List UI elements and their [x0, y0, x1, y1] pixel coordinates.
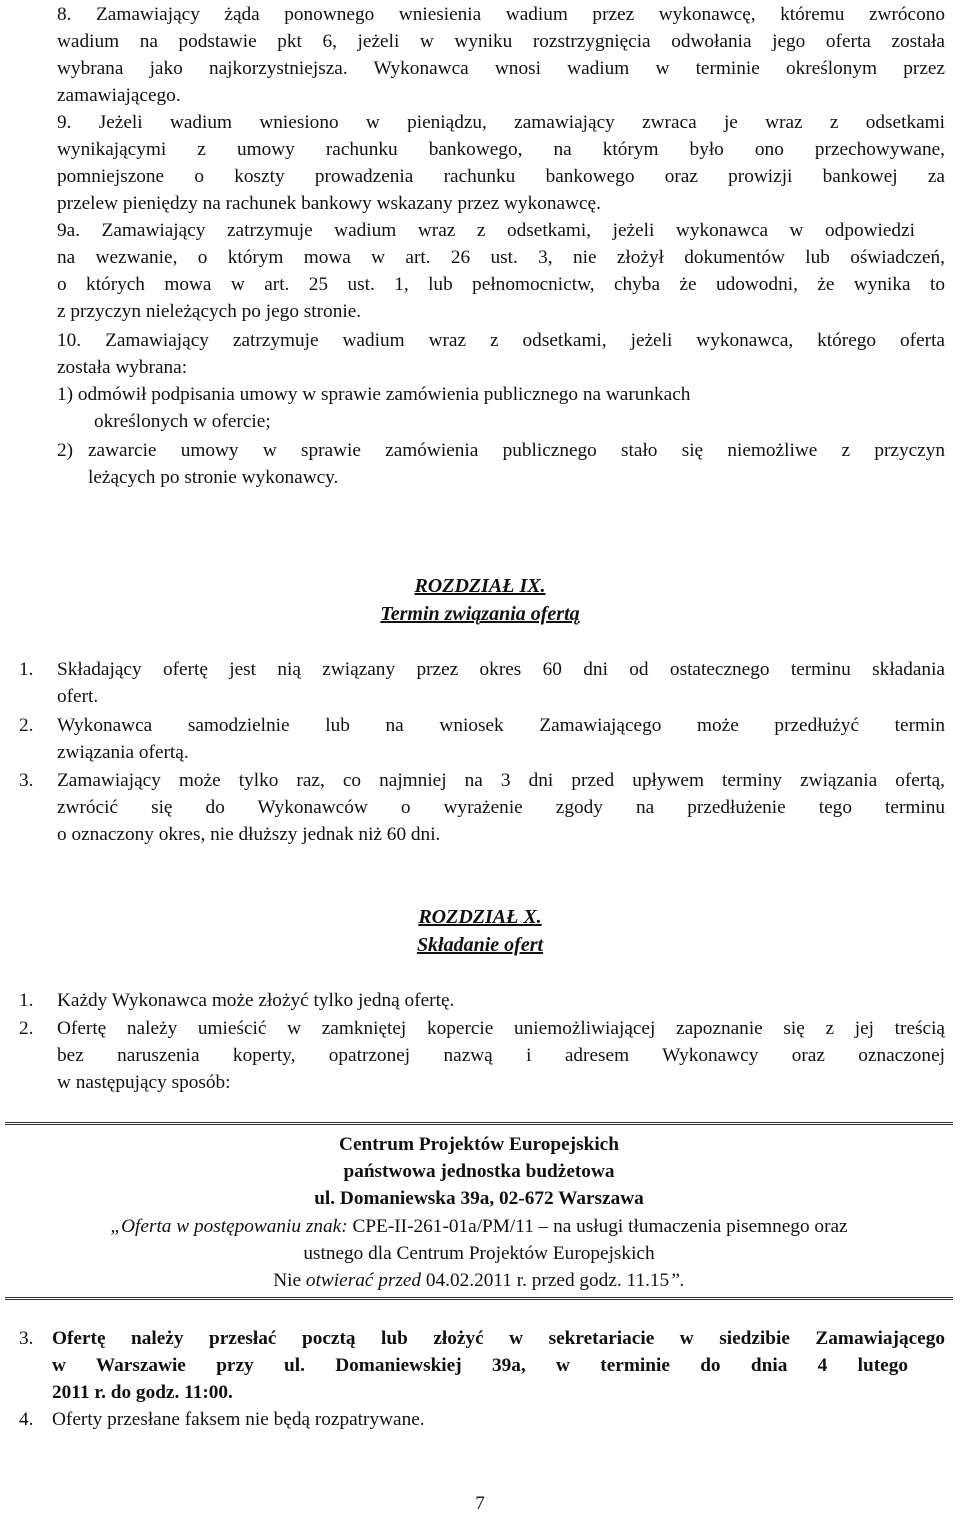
text-line: wybrana jako najkorzystniejsza. Wykonawca wnosi wadium w terminie określonym przez	[57, 58, 945, 79]
text-line: wynikającymi z umowy rachunku bankowego, na którym było ono przechowywane,	[57, 139, 945, 160]
open-prefix: Nie	[273, 1270, 306, 1291]
envelope-label-box	[5, 1122, 953, 1300]
envelope-reference-cont: ustnego dla Centrum Projektów Europejskich	[303, 1243, 655, 1264]
open-italic: otwierać przed	[305, 1270, 422, 1291]
list-item: Ofertę należy umieścić w zamkniętej kopercie uniemożliwiającej zapoznanie się z jej treścią	[57, 1018, 945, 1039]
envelope-name: Centrum Projektów Europejskich	[339, 1134, 619, 1155]
envelope-address: ul. Domaniewska 39a, 02-672 Warszawa	[314, 1188, 644, 1209]
text-line: o których mowa w art. 25 ust. 1, lub pełnomocnictw, chyba że udowodni, że wynika to	[57, 274, 945, 295]
text-line: 2011 r. do godz. 11:00.	[52, 1382, 233, 1403]
text-line: zamawiającego.	[57, 85, 181, 106]
open-close: ”.	[669, 1270, 685, 1291]
list-item: Każdy Wykonawca może złożyć tylko jedną ofertę.	[57, 990, 455, 1011]
text-line: 10. Zamawiający zatrzymuje wadium wraz z odsetkami, jeżeli wykonawca, którego oferta	[57, 330, 945, 351]
list-item: Oferty przesłane faksem nie będą rozpatrywane.	[52, 1409, 425, 1430]
reference-code: CPE-II-261-01a/PM/11 – na usługi tłumaczenia pisemnego oraz	[347, 1216, 848, 1237]
text-line: leżących po stronie wykonawcy.	[88, 467, 339, 488]
list-item-1: 1) odmówił podpisania umowy w sprawie zamówienia publicznego na warunkach	[57, 384, 691, 405]
text-line: z przyczyn nieleżących po jego stronie.	[57, 301, 362, 322]
list-number: 2)	[57, 440, 74, 461]
list-item-2: zawarcie umowy w sprawie zamówienia publicznego stało się niemożliwe z przyczyn	[88, 440, 945, 461]
list-number: 3.	[19, 770, 34, 791]
envelope-reference	[5, 1213, 953, 1240]
text-line: na wezwanie, o którym mowa w art. 26 ust. 3, nie złożył dokumentów lub oświadczeń,	[57, 247, 945, 268]
list-number: 2.	[19, 715, 34, 736]
list-item: Ofertę należy przesłać pocztą lub złożyć w sekretariacie w siedzibie Zamawiającego	[52, 1328, 945, 1349]
text-line: o oznaczony okres, nie dłuższy jednak niż 60 dni.	[57, 824, 441, 845]
text-line: ofert.	[57, 686, 99, 707]
text-line: 9a. Zamawiający zatrzymuje wadium wraz z odsetkami, jeżeli wykonawca w odpowiedzi	[57, 220, 915, 241]
chapter-subtitle: Składanie ofert	[416, 934, 544, 956]
chapter-title: ROZDZIAŁ IX.	[414, 575, 546, 597]
list-number: 1.	[19, 659, 34, 680]
page-number: 7	[475, 1493, 485, 1514]
text-line: pomniejszone o koszty prowadzenia rachunku bankowego oraz prowizji bankowej za	[57, 166, 945, 187]
list-item: Zamawiający może tylko raz, co najmniej na 3 dni przed upływem terminy związania ofertą,	[57, 770, 945, 791]
list-number: 3.	[19, 1328, 34, 1349]
open-date: 04.02.2011 r. przed godz. 11.15	[421, 1270, 670, 1291]
text-line: w Warszawie przy ul. Domaniewskiej 39a, w terminie do dnia 4 lutego	[52, 1355, 908, 1376]
text-line: 9. Jeżeli wadium wniesiono w pieniądzu, zamawiający zwraca je wraz z odsetkami	[57, 112, 945, 133]
list-number: 4.	[19, 1409, 34, 1430]
text-line: określonych w ofercie;	[94, 411, 271, 432]
chapter-subtitle: Termin związania ofertą	[380, 603, 580, 625]
text-line: 8. Zamawiający żąda ponownego wniesienia wadium przez wykonawcę, któremu zwrócono	[57, 4, 945, 25]
list-item: Składający ofertę jest nią związany przez okres 60 dni od ostatecznego terminu składania	[57, 659, 945, 680]
list-number: 1.	[19, 990, 34, 1011]
envelope-open-notice	[5, 1267, 953, 1294]
text-line: związania ofertą.	[57, 742, 189, 763]
text-line: przelew pieniędzy na rachunek bankowy wskazany przez wykonawcę.	[57, 193, 601, 214]
text-line: wadium na podstawie pkt 6, jeżeli w wyniku rozstrzygnięcia odwołania jego oferta została	[57, 31, 945, 52]
text-line: bez naruszenia koperty, opatrzonej nazwą i adresem Wykonawcy oraz oznaczonej	[57, 1045, 945, 1066]
text-line: została wybrana:	[57, 357, 188, 378]
text-line: zwrócić się do Wykonawców o wyrażenie zgody na przedłużenie tego terminu	[57, 797, 945, 818]
list-number: 2.	[19, 1018, 34, 1039]
chapter-title: ROZDZIAŁ X.	[418, 906, 542, 928]
list-item: Wykonawca samodzielnie lub na wniosek Zamawiającego może przedłużyć termin	[57, 715, 945, 736]
text-line: w następujący sposób:	[57, 1072, 231, 1093]
envelope-org-type: państwowa jednostka budżetowa	[343, 1161, 615, 1182]
reference-label: „Oferta w postępowaniu znak:	[110, 1216, 348, 1237]
